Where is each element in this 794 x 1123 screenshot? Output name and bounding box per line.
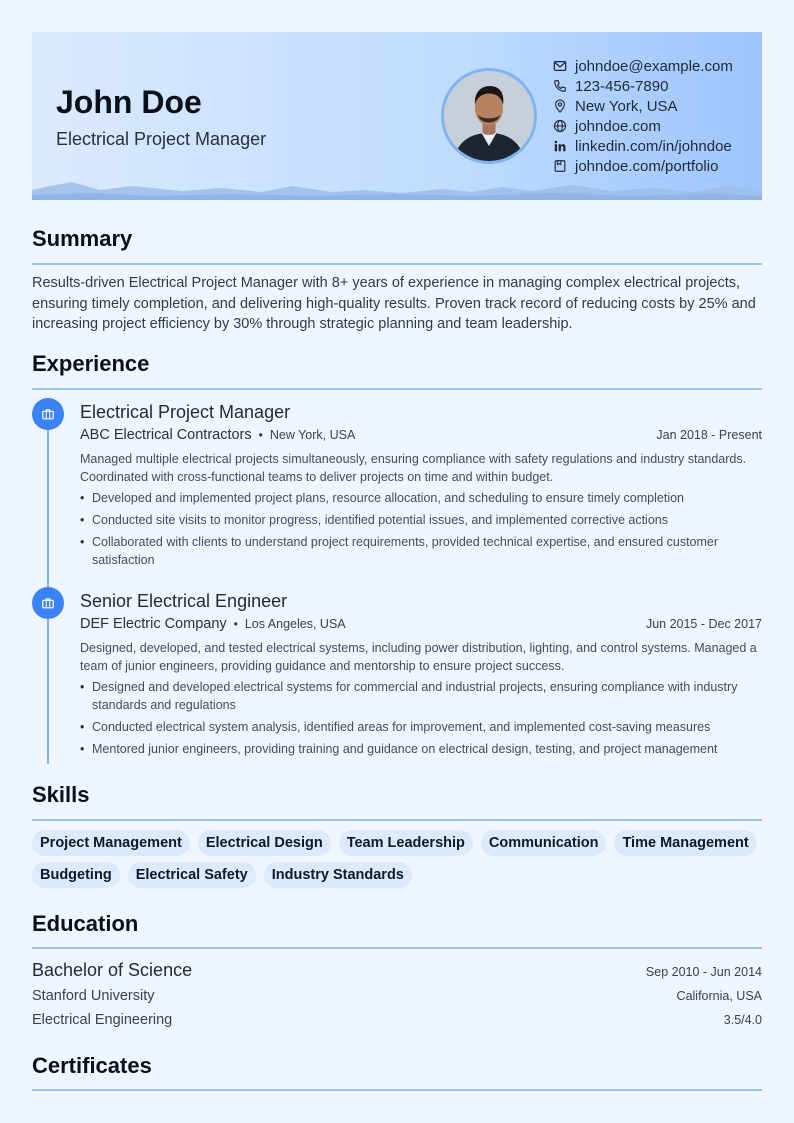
contact-email-text: johndoe@example.com <box>575 57 733 75</box>
education-field: Electrical Engineering <box>32 1012 173 1028</box>
separator-dot: • <box>233 617 238 631</box>
job-meta <box>80 615 762 635</box>
linkedin-icon <box>552 138 568 154</box>
skill-chip: Industry Standards <box>264 862 412 888</box>
contact-website-text: johndoe.com <box>575 117 661 135</box>
job-company: ABC Electrical Contractors <box>80 427 252 443</box>
header-wave-decoration <box>32 180 762 200</box>
candidate-title: Electrical Project Manager <box>56 129 267 149</box>
list-item: • Mentored junior engineers, providing training and guidance on electrical design, testing, and project management <box>80 740 762 758</box>
contact-location <box>552 96 733 116</box>
candidate-name: John Doe <box>56 84 202 120</box>
skill-chip: Time Management <box>614 830 756 856</box>
education-school: Stanford University <box>32 988 155 1004</box>
contact-linkedin-text: linkedin.com/in/johndoe <box>575 137 732 155</box>
phone-icon <box>552 78 568 94</box>
briefcase-icon <box>32 587 64 619</box>
job-description: Designed, developed, and tested electrical systems, including power distribution, lighting, and control systems. Managed a team of junior engineers, providing guidance and mentorship to ensure project success. <box>80 641 757 673</box>
job-role: Senior Electrical Engineer <box>80 591 288 611</box>
education-field-row <box>32 1012 762 1028</box>
skills-divider <box>32 819 762 821</box>
contact-portfolio[interactable] <box>552 156 733 176</box>
contact-list <box>552 56 733 176</box>
portrait-photo <box>444 71 534 161</box>
skills-list <box>32 830 762 888</box>
job-bullets <box>80 678 762 758</box>
list-item: • Developed and implemented project plans, resource allocation, and scheduling to ensure timely completion <box>80 489 762 507</box>
education-heading: Education <box>32 911 139 936</box>
experience-heading: Experience <box>32 351 150 376</box>
summary-text: Results-driven Electrical Project Manager with 8+ years of experience in managing complex electrical projects, ensuring timely completion, and delivering high-quality results. Proven track record of reducing costs by 25% and increasing project efficiency by 30% through strategic planning and team leadership. <box>32 275 756 332</box>
contact-location-text: New York, USA <box>575 97 678 115</box>
experience-divider <box>32 388 762 390</box>
avatar <box>441 68 537 164</box>
education-gpa: 3.5/4.0 <box>723 1013 762 1027</box>
job-location: New York, USA <box>269 428 356 442</box>
job-description: Managed multiple electrical projects simultaneously, ensuring compliance with safety regulations and industry standards. Coordinated with cross-functional teams to deliver projects on time and within budget. <box>80 452 747 484</box>
skills-heading: Skills <box>32 782 90 807</box>
list-item: • Designed and developed electrical systems for commercial and industrial projects, ensuring compliance with industry standards and regulations <box>80 678 762 714</box>
education-degree-row <box>32 960 762 981</box>
job-meta <box>80 426 762 446</box>
education-school-row <box>32 988 762 1004</box>
education-divider <box>32 947 762 949</box>
summary-heading: Summary <box>32 226 133 251</box>
contact-email[interactable] <box>552 56 733 76</box>
list-item: • Conducted electrical system analysis, identified areas for improvement, and implemented cost-saving measures <box>80 718 762 736</box>
contact-portfolio-text: johndoe.com/portfolio <box>575 157 719 175</box>
separator-dot: • <box>258 428 263 442</box>
job-company: DEF Electric Company <box>80 616 227 632</box>
job-location: Los Angeles, USA <box>244 617 346 631</box>
summary-divider <box>32 263 762 265</box>
location-pin-icon <box>552 98 568 114</box>
list-item: • Collaborated with clients to understand project requirements, provided technical expertise, and ensured customer satisfaction <box>80 533 762 569</box>
education-dates: Sep 2010 - Jun 2014 <box>645 965 762 979</box>
skill-chip: Communication <box>481 830 607 856</box>
mail-icon <box>552 58 568 74</box>
globe-icon <box>552 118 568 134</box>
certificates-divider <box>32 1089 762 1091</box>
skill-chip: Electrical Safety <box>128 862 256 888</box>
experience-item <box>80 400 762 573</box>
contact-phone-text: 123-456-7890 <box>575 77 669 95</box>
contact-website[interactable] <box>552 116 733 136</box>
skill-chip: Project Management <box>32 830 190 856</box>
experience-item <box>80 589 762 762</box>
list-item: • Conducted site visits to monitor progress, identified potential issues, and implemented corrective actions <box>80 511 762 529</box>
job-dates: Jun 2015 - Dec 2017 <box>645 617 762 631</box>
job-dates: Jan 2018 - Present <box>656 428 762 442</box>
resume-header <box>32 32 762 200</box>
job-bullets <box>80 489 762 569</box>
contact-linkedin[interactable] <box>552 136 733 156</box>
education-location: California, USA <box>676 989 762 1003</box>
skill-chip: Team Leadership <box>339 830 473 856</box>
briefcase-icon <box>32 398 64 430</box>
portfolio-icon <box>552 158 568 174</box>
education-degree: Bachelor of Science <box>32 960 193 980</box>
skill-chip: Budgeting <box>32 862 120 888</box>
contact-phone[interactable] <box>552 76 733 96</box>
job-role: Electrical Project Manager <box>80 402 291 422</box>
certificates-heading: Certificates <box>32 1053 152 1078</box>
skill-chip: Electrical Design <box>198 830 331 856</box>
